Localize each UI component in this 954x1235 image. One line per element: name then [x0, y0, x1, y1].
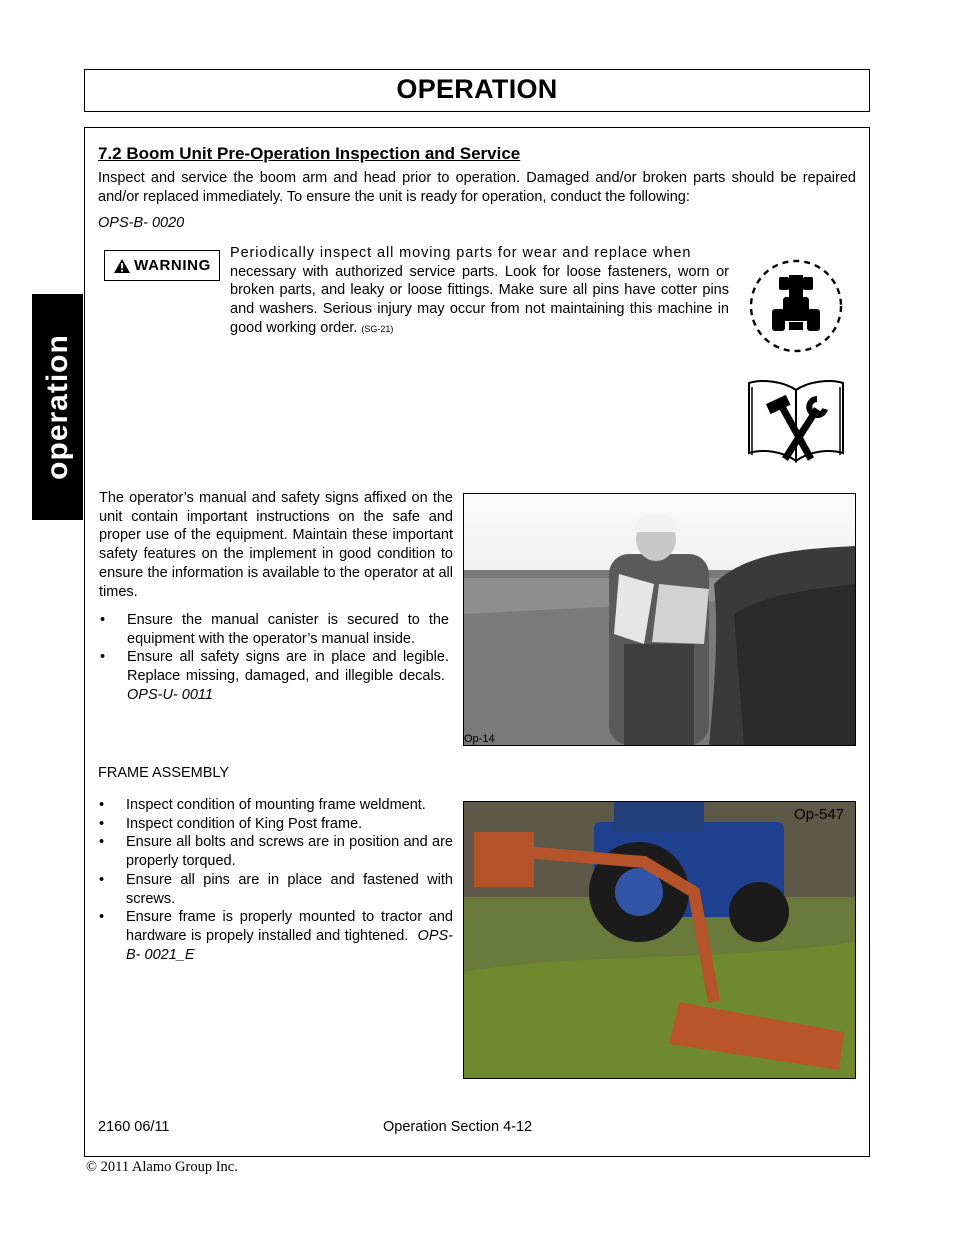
- frame-bullet-list: [98, 796, 453, 964]
- list-item: [99, 648, 449, 704]
- list-item: • Inspect condition of King Post frame.: [98, 815, 453, 834]
- frame-reference: OPS-B- 0021_E: [126, 927, 453, 963]
- list-item-text: Ensure all safety signs are in place and legible. Replace missing, damaged, and illegible decals.: [127, 649, 449, 685]
- list-item: • Ensure all bolts and screws are in position and are properly torqued.: [98, 833, 453, 870]
- warning-reference: (SG-21): [361, 323, 394, 334]
- photo-caption: Op-547: [794, 806, 845, 823]
- list-item: • Ensure the manual canister is secured to the equipment with the operator’s manual inside.: [99, 611, 449, 648]
- side-tab-label-wrap: [32, 294, 83, 520]
- intro-paragraph: Inspect and service the boom arm and head prior to operation. Damaged and/or broken parts should be repaired and/or replaced immediately. To ensure the unit is ready for operation, conduct the following:: [98, 170, 856, 205]
- warning-badge: [104, 250, 220, 281]
- manual-tools-icon: [745, 375, 847, 465]
- warning-text-line1: Periodically inspect all moving parts for wear and replace when: [230, 245, 692, 261]
- intro-reference: OPS-B- 0020: [98, 215, 185, 231]
- list-item: [98, 908, 453, 964]
- operator-manual-paragraph: The operator’s manual and safety signs affixed on the unit contain important instructions on the safe and proper use of the equipment. Maintain these important safety features on the implement in good condition to ensure the information is available to the operator at all times.: [99, 490, 453, 600]
- warning-badge-label: WARNING: [134, 257, 211, 274]
- footer-section-page: Operation Section 4-12: [383, 1119, 533, 1135]
- list-item: • Ensure all pins are in place and fastened with screws.: [98, 871, 453, 908]
- warning-triangle-icon: [113, 258, 131, 274]
- photo-caption: Op-14: [464, 733, 495, 745]
- warning-text: [230, 244, 729, 339]
- tractor-boom-mower-photo: [463, 801, 856, 1079]
- list-item: • Inspect condition of mounting frame weldment.: [98, 796, 453, 815]
- manual-reference: OPS-U- 0011: [127, 686, 213, 703]
- manual-bullet-list: [99, 611, 449, 705]
- list-item-text: Ensure frame is properly mounted to tractor and hardware is propely installed and tightened.: [126, 909, 453, 944]
- frame-assembly-heading: FRAME ASSEMBLY: [98, 765, 230, 781]
- footer-model-date: 2160 06/11: [98, 1119, 170, 1135]
- side-tab-label: operation: [40, 334, 74, 480]
- operator-reading-manual-photo: [463, 493, 856, 746]
- tractor-safety-icon: [745, 255, 847, 357]
- warning-text-body: necessary with authorized service parts. Look for loose fasteners, worn or broken parts, and leaky or loose fittings. Make sure all pins have cotter pins and washers. Serious injury may occur from not maintaining this machine in good working order.: [230, 263, 729, 336]
- section-title: 7.2 Boom Unit Pre-Operation Inspection and Service: [98, 144, 521, 163]
- page-title: OPERATION: [396, 74, 558, 104]
- copyright: © 2011 Alamo Group Inc.: [86, 1159, 238, 1175]
